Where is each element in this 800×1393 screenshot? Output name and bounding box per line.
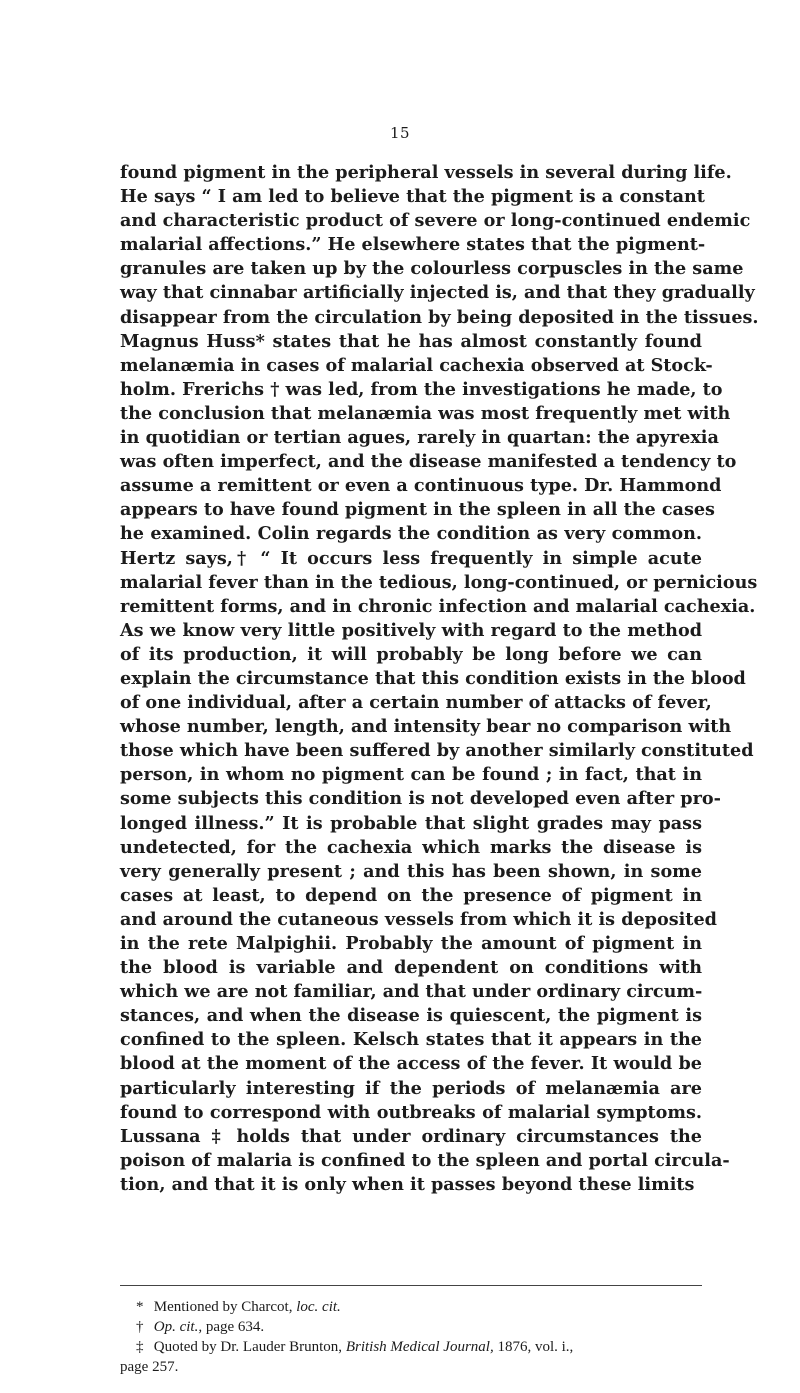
text-line: the conclusion that melanæmia was most frequently met with — [120, 402, 731, 424]
text-line: was often imperfect, and the disease manifested a tendency to — [120, 451, 737, 473]
text-line: and characteristic product of severe or long-continued endemic — [120, 210, 751, 232]
text-line: assume a remittent or even a continuous type. Dr. Hammond — [120, 475, 722, 497]
text-line: confined to the spleen. Kelsch states that it appears in the — [120, 1029, 702, 1051]
text-line: found pigment in the peripheral vessels in several during life. — [120, 162, 732, 183]
footnote-continuation: page 257. — [120, 1359, 179, 1375]
text-line: very generally present ; and this has been shown, in some — [120, 860, 702, 882]
text-line: blood at the moment of the access of the fever. It would be — [120, 1053, 702, 1075]
text-line: stances, and when the disease is quiescent, the pigment is — [120, 1005, 702, 1027]
footnote-text: page 634. — [205, 1319, 265, 1335]
page-number: 15 — [389, 124, 411, 142]
text-line: disappear from the circulation by being deposited in the tissues. — [120, 306, 759, 328]
text-line: he examined. Colin regards the condition as very common. — [120, 523, 702, 545]
text-line: granules are taken up by the colourless corpuscles in the same — [120, 258, 744, 280]
text-line: the blood is variable and dependent on conditions with — [120, 957, 702, 979]
footnotes — [120, 1297, 702, 1377]
text-line: particularly interesting if the periods of melanæmia are — [120, 1077, 702, 1099]
text-line: Magnus Huss* states that he has almost constantly found — [120, 330, 702, 352]
text-line: of its production, it will probably be long before we can — [120, 643, 702, 665]
footnote-mark: * — [136, 1299, 144, 1315]
footnote — [120, 1297, 702, 1317]
text-line: cases at least, to depend on the presence of pigment in — [120, 884, 702, 906]
text-line: malarial affections.” He elsewhere states that the pigment- — [120, 234, 706, 256]
footnote-journal: British Medical Journal, — [345, 1339, 494, 1355]
text-line: in the rete Malpighii. Probably the amount of pigment in — [120, 933, 702, 954]
footnote-text: Quoted by Dr. Lauder Brunton, — [153, 1339, 343, 1355]
text-line: person, in whom no pigment can be found ; in fact, that in — [120, 764, 702, 786]
text-line: tion, and that it is only when it passes beyond these limits — [120, 1173, 695, 1195]
footnote-citation: Op. cit., — [153, 1319, 203, 1335]
text-line: As we know very little positively with regard to the method — [120, 619, 702, 641]
text-line: Lussana ‡ holds that under ordinary circumstances the — [120, 1125, 702, 1147]
text-line: remittent forms, and in chronic infection and malarial cachexia. — [120, 595, 756, 617]
text-line: in quotidian or tertian agues, rarely in quartan: the apyrexia — [120, 427, 719, 449]
footnote-mark: † — [136, 1319, 144, 1335]
text-line: some subjects this condition is not developed even after pro- — [120, 788, 721, 810]
footnote-text: 1876, vol. i., — [497, 1339, 574, 1355]
footnote — [120, 1337, 702, 1357]
text-line: longed illness.” It is probable that slight grades may pass — [120, 812, 702, 834]
text-line: malarial fever than in the tedious, long-continued, or pernicious — [120, 571, 758, 593]
footnote-mark: ‡ — [136, 1339, 144, 1355]
text-line: poison of malaria is confined to the spleen and portal circula- — [120, 1149, 730, 1171]
text-line: explain the circumstance that this condition exists in the blood — [120, 667, 746, 689]
text-line: He says “ I am led to believe that the pigment is a constant — [120, 186, 705, 208]
text-line: Hertz says,† “ It occurs less frequently in simple acute — [120, 547, 702, 569]
text-line: undetected, for the cachexia which marks the disease is — [120, 836, 702, 858]
text-line: whose number, length, and intensity bear no comparison with — [120, 716, 732, 738]
footnote — [120, 1317, 702, 1337]
text-line: melanæmia in cases of malarial cachexia observed at Stock- — [120, 354, 713, 376]
text-line: found to correspond with outbreaks of malarial symptoms. — [120, 1101, 702, 1123]
footnote-citation: loc. cit. — [296, 1299, 341, 1315]
footnote-text: Mentioned by Charcot, — [153, 1299, 293, 1315]
text-line: those which have been suffered by another similarly constituted — [120, 740, 754, 762]
footnote-divider — [120, 1285, 702, 1286]
text-line: and around the cutaneous vessels from which it is deposited — [120, 908, 717, 930]
text-line: holm. Frerichs † was led, from the investigations he made, to — [120, 378, 723, 400]
body-paragraph — [120, 161, 759, 1197]
text-line: way that cinnabar artificially injected is, and that they gradually — [120, 282, 755, 304]
text-line: appears to have found pigment in the spleen in all the cases — [120, 499, 715, 521]
text-line: of one individual, after a certain number of attacks of fever, — [120, 692, 712, 714]
text-line: which we are not familiar, and that under ordinary circum- — [120, 981, 703, 1003]
